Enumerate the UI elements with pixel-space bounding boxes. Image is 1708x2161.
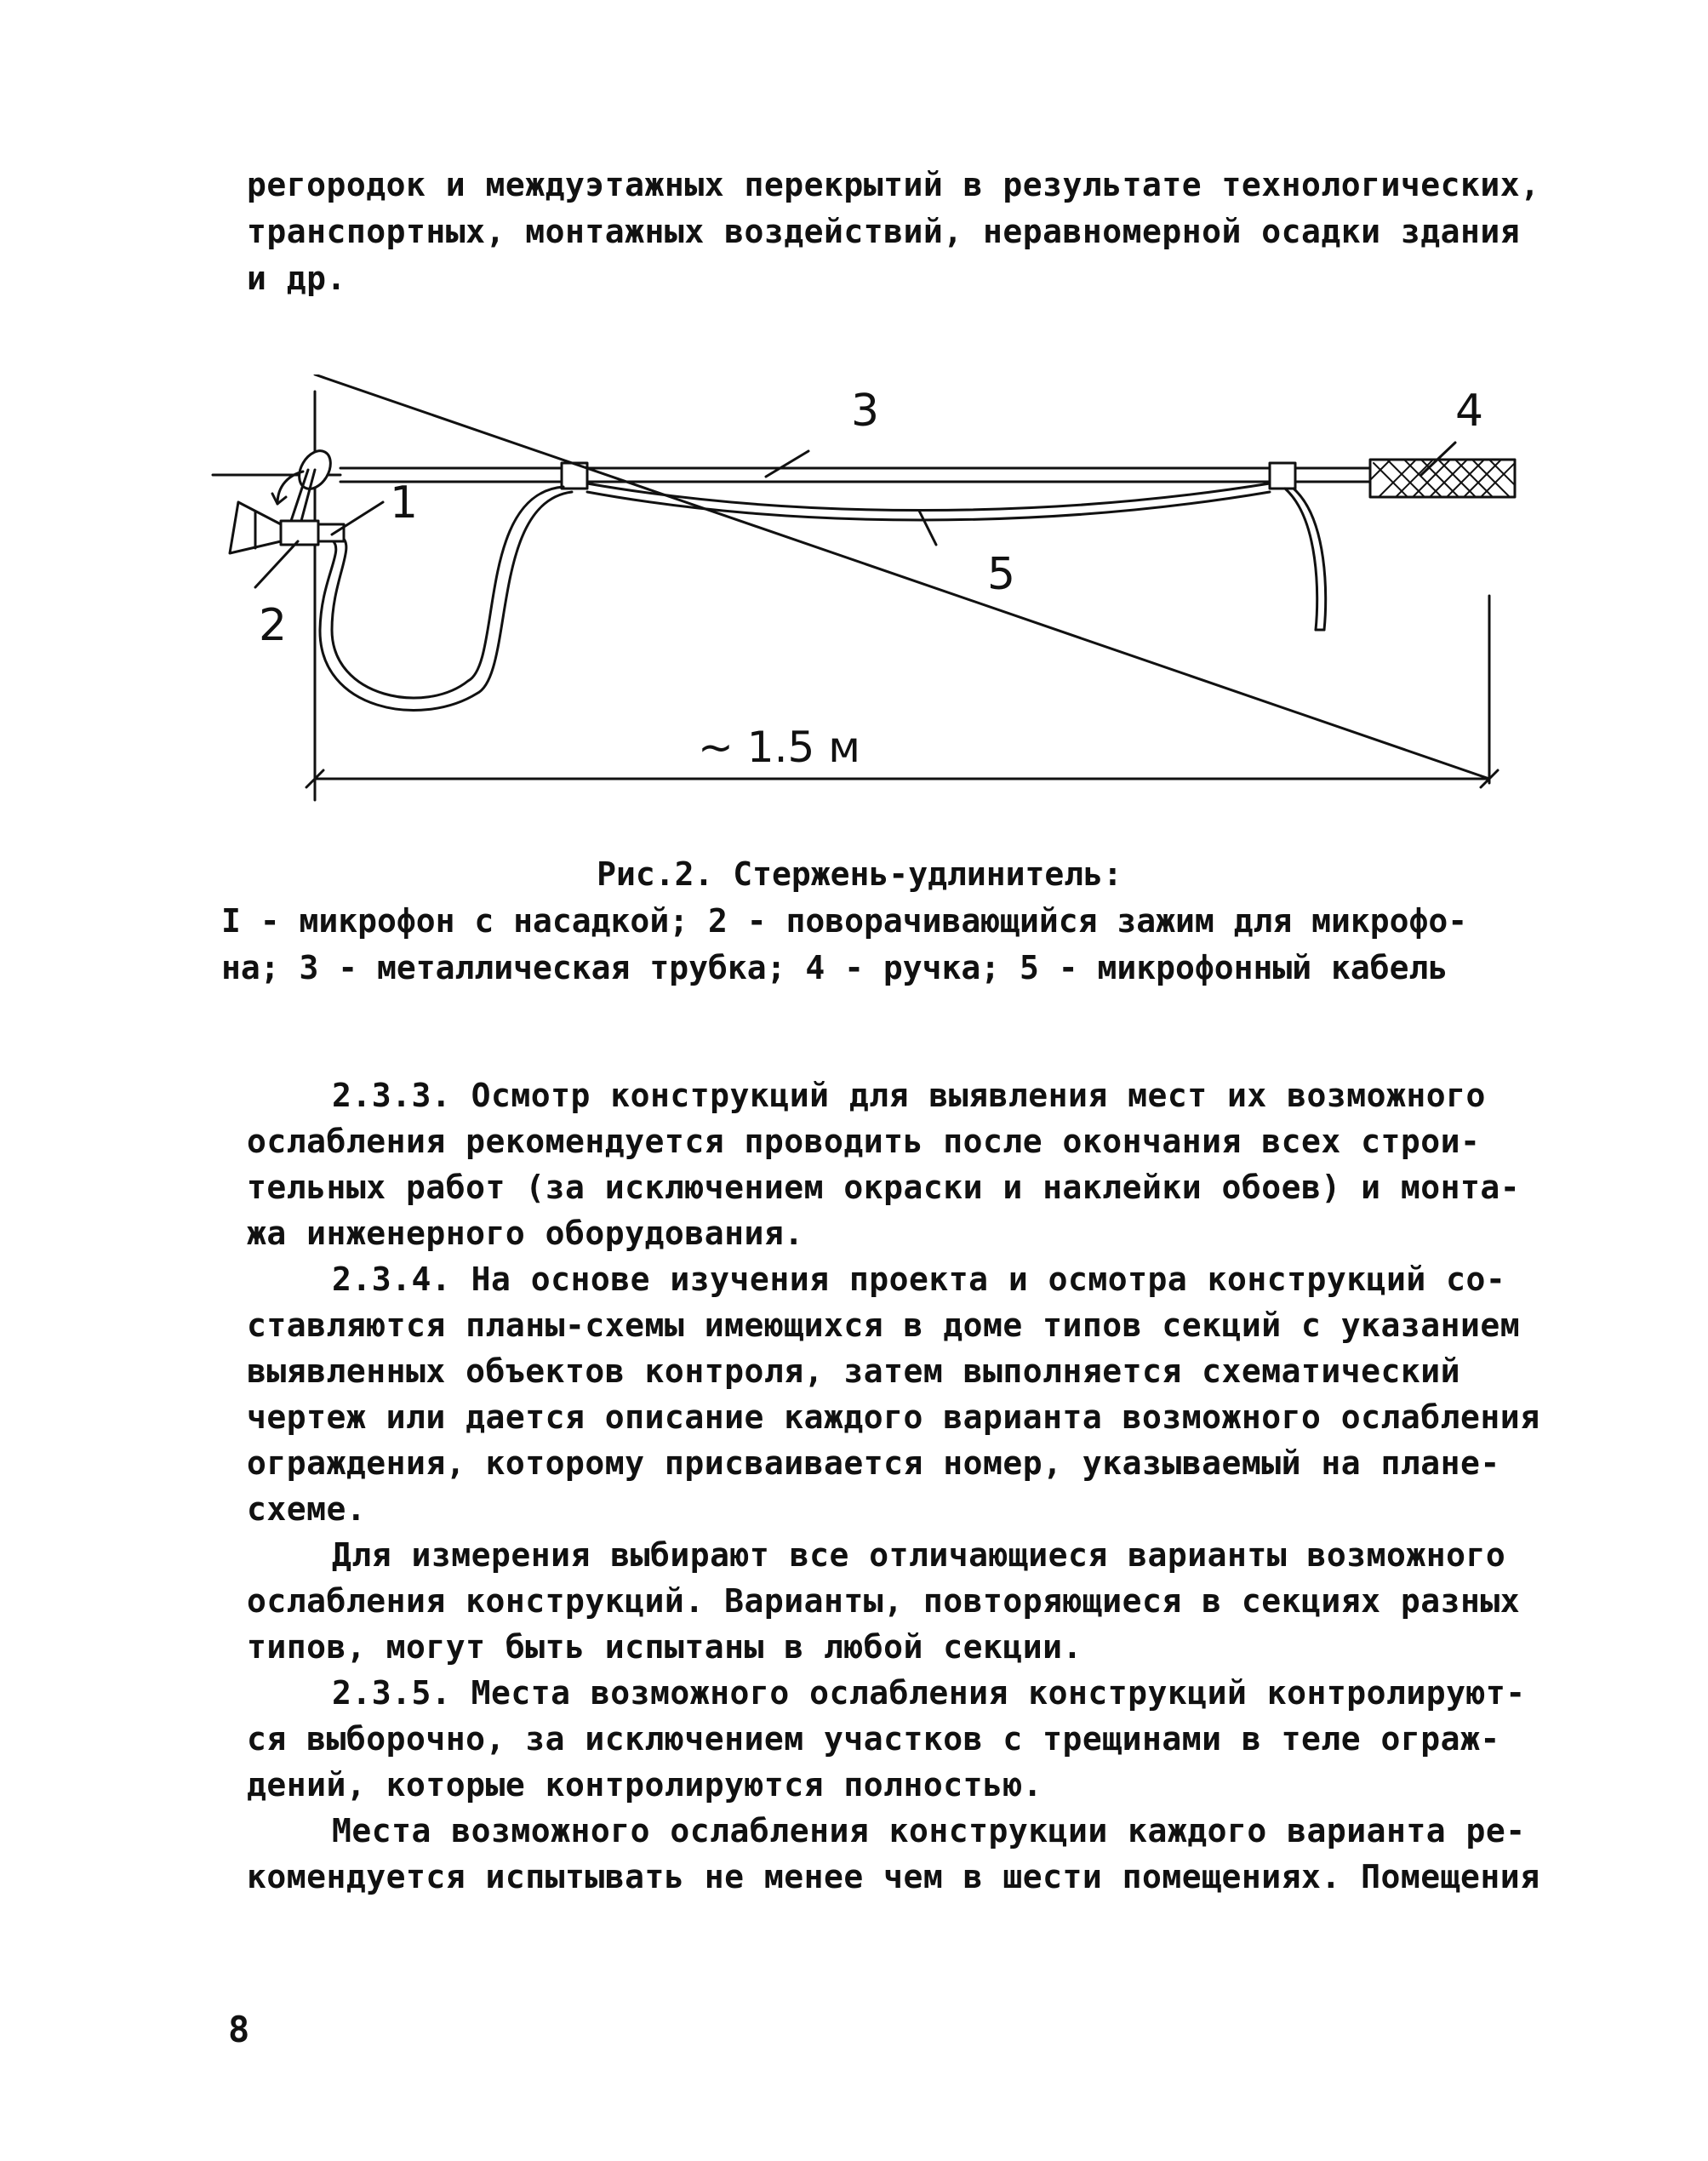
paragraph-line: 2.3.3. Осмотр конструкций для выявления мест их возможного	[332, 1077, 1486, 1114]
paragraph-line: 2.3.4. На основе изучения проекта и осмотра конструкций со-	[332, 1261, 1506, 1298]
label-1: 1	[390, 477, 419, 529]
paragraph-line: ослабления рекомендуется проводить после окончания всех строи-	[247, 1123, 1481, 1160]
leader-1	[332, 502, 383, 535]
microphone-cable	[587, 483, 1270, 520]
label-3: 3	[851, 386, 880, 437]
intro-paragraph	[247, 162, 1540, 302]
label-2: 2	[259, 600, 288, 651]
caption-title: Рис.2. Стержень-удлинитель:	[597, 855, 1122, 893]
cable-end-right	[1285, 489, 1326, 630]
paragraph-line: тельных работ (за исключением окраски и наклейки обоев) и монта-	[247, 1169, 1521, 1206]
extension-rod-figure	[196, 374, 1523, 817]
paragraph-line: Места возможного ослабления конструкции каждого варианта ре-	[332, 1812, 1526, 1849]
paragraph-line: выявленных объектов контроля, затем выполняется схематический	[247, 1352, 1461, 1390]
dimension-label: ~ 1.5 м	[698, 723, 860, 772]
paragraph-line: комендуется испытывать не менее чем в шести помещениях. Помещения	[247, 1858, 1540, 1895]
paragraph-rooms	[247, 1808, 1540, 1900]
page-number: 8	[228, 2009, 250, 2050]
intro-line: регородок и междуэтажных перекрытий в результате технологических,	[247, 166, 1540, 203]
paragraph-2-3-4	[247, 1256, 1540, 1532]
tube-clip-right	[1270, 463, 1295, 489]
paragraph-line: ослабления конструкций. Варианты, повторяющиеся в секциях разных	[247, 1582, 1521, 1620]
dimension-line	[306, 374, 1498, 787]
cable-loop-left	[320, 487, 572, 710]
paragraph-line: ограждения, которому присваивается номер, указываемый на плане-	[247, 1444, 1500, 1482]
paragraph-line: чертеж или дается описание каждого варианта возможного ослабления	[247, 1398, 1540, 1436]
metal-tube	[340, 468, 1370, 482]
leader-3	[766, 451, 808, 477]
paragraph-line: ставляются планы-схемы имеющихся в доме типов секций с указанием	[247, 1306, 1521, 1344]
paragraph-2-3-3	[247, 1072, 1521, 1256]
microphone	[230, 502, 344, 553]
paragraph-line: схеме.	[247, 1490, 367, 1528]
paragraph-line: 2.3.5. Места возможного ослабления конструкций контролируют-	[332, 1674, 1526, 1712]
paragraph-line: ся выборочно, за исключением участков с трещинами в теле ограж-	[247, 1720, 1500, 1758]
caption-line: на; 3 - металлическая трубка; 4 - ручка; 5 - микрофонный кабель	[221, 949, 1448, 986]
figure-caption	[221, 851, 1498, 992]
leader-5	[919, 511, 936, 545]
rotating-clamp	[272, 445, 337, 521]
paragraph-line: дений, которые контролируются полностью.	[247, 1766, 1043, 1804]
label-5: 5	[987, 549, 1016, 600]
label-4: 4	[1455, 386, 1484, 437]
paragraph-line: жа инженерного оборудования.	[247, 1215, 804, 1252]
body-text	[247, 1072, 1540, 1900]
caption-line: I - микрофон с насадкой; 2 - поворачивающийся зажим для микрофо-	[221, 902, 1468, 940]
paragraph-line: Для измерения выбирают все отличающиеся варианты возможного	[332, 1536, 1506, 1574]
intro-line: транспортных, монтажных воздействий, неравномерной осадки здания	[247, 213, 1521, 250]
intro-line: и др.	[247, 260, 346, 297]
leader-2	[255, 541, 298, 587]
paragraph-measurement	[247, 1532, 1521, 1670]
paragraph-2-3-5	[247, 1670, 1526, 1808]
paragraph-line: типов, могут быть испытаны в любой секции.	[247, 1628, 1082, 1666]
